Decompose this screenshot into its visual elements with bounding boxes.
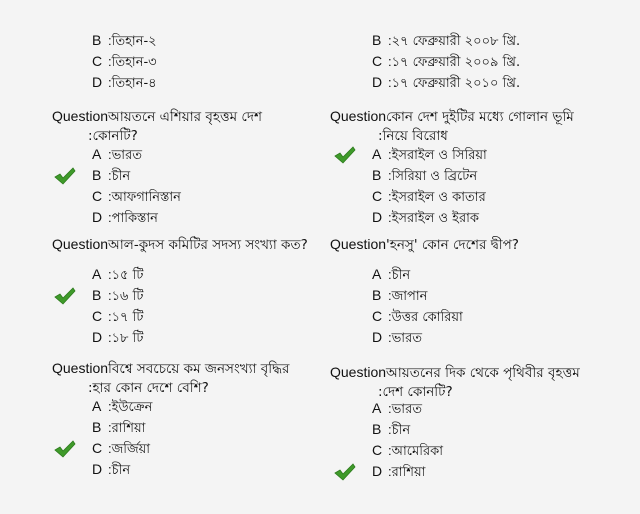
option-a[interactable] [372,264,410,285]
option-text: ইসরাইল ও ইরাক [391,211,479,226]
option-d[interactable] [92,207,158,228]
option-letter: B [372,421,382,437]
option-d[interactable] [372,461,425,482]
option-letter: A [92,146,102,162]
option-separator: : [388,422,392,437]
option-text: পাকিস্তান [111,211,158,226]
option-letter: C [92,188,103,204]
option-separator: : [388,33,392,48]
option-c[interactable] [372,306,463,327]
question-text [52,234,308,255]
option-letter: D [92,461,103,477]
option-b[interactable] [92,285,143,306]
option-d[interactable] [92,72,157,93]
option-letter: C [372,188,383,204]
question-continuation: :কোনটি? [88,128,138,144]
option-b[interactable] [372,285,427,306]
option-letter: B [372,287,382,303]
option-separator: : [108,399,112,414]
option-a[interactable] [92,144,142,165]
option-separator: : [388,168,392,183]
option-text: তিহান-৩ [111,55,157,70]
option-d[interactable] [92,459,130,480]
option-letter: C [372,308,383,324]
option-letter: D [92,209,103,225]
option-letter: A [372,266,382,282]
option-text: সিরিয়া ও ব্রিটেন [391,169,478,184]
option-text: জর্জিয়া [111,442,151,457]
option-separator: : [108,330,112,345]
option-text: রাশিয়া [391,465,426,480]
question-label: Question [52,360,109,376]
option-letter: D [372,463,383,479]
left-column [0,0,308,514]
option-separator: : [388,401,392,416]
option-letter: B [92,287,102,303]
option-b[interactable] [372,165,477,186]
option-text: চীন [111,169,131,184]
option-text: ১৭ ফেব্রুয়ারী ২০০৯ খ্রি. [391,55,521,70]
option-c[interactable] [92,438,150,459]
option-b[interactable] [92,417,145,438]
option-text: ইউক্রেন [111,400,153,415]
option-letter: A [92,266,102,282]
option-separator: : [108,54,112,69]
option-separator: : [108,267,112,282]
option-letter: C [92,53,103,69]
option-letter: A [92,398,102,414]
option-text: চীন [111,463,131,478]
question-label: Question [52,236,109,252]
option-letter: D [372,329,383,345]
question-text [330,234,519,255]
question-body: আল-কুদস কমিটির সদস্য সংখ্যা কত? [108,237,308,253]
question-continuation: :নিয়ে বিরোধ [378,128,448,144]
option-separator: : [108,75,112,90]
option-separator: : [108,420,112,435]
question-text [52,358,289,379]
option-text: তিহান-২ [111,34,157,49]
option-separator: : [388,288,392,303]
option-text: রাশিয়া [111,421,146,436]
option-letter: D [92,74,103,90]
option-text: ১৬ টি [111,289,144,304]
option-letter: C [92,440,103,456]
option-text: উত্তর কোরিয়া [391,310,463,325]
option-separator: : [108,309,112,324]
question-body: আয়তনে এশিয়ার বৃহত্তম দেশ [108,109,262,125]
question-body: আয়তনের দিক থেকে পৃথিবীর বৃহত্তম [386,365,580,381]
option-separator: : [388,464,392,479]
question-label: Question [330,108,387,124]
option-c[interactable] [372,186,486,207]
question-text [330,106,574,127]
option-text: জাপান [391,289,428,304]
option-a[interactable] [372,398,422,419]
option-c[interactable] [372,51,520,72]
question-continuation: :হার কোন দেশে বেশি? [88,380,209,396]
option-d[interactable] [372,207,479,228]
option-a[interactable] [92,396,152,417]
option-separator: : [108,147,112,162]
option-text: ইসরাইল ও কাতার [391,190,486,205]
option-letter: B [372,32,382,48]
option-letter: D [92,329,103,345]
option-separator: : [388,267,392,282]
check-icon [334,462,356,482]
question-continuation: :দেশ কোনটি? [378,384,453,400]
question-body: কোন দেশ দুইটির মধ্যে গোলান ভূমি [386,109,574,125]
option-b[interactable] [372,419,410,440]
option-separator: : [108,288,112,303]
question-body: বিশ্বে সবচেয়ে কম জনসংখ্যা বৃদ্ধির [108,361,290,377]
option-separator: : [388,189,392,204]
option-d[interactable] [372,327,422,348]
option-letter: B [372,167,382,183]
option-b[interactable] [92,30,157,51]
option-letter: B [92,167,102,183]
option-d[interactable] [372,72,520,93]
right-column [320,0,620,514]
option-text: চীন [391,268,411,283]
option-letter: A [372,400,382,416]
option-text: ভারত [111,148,142,163]
option-separator: : [388,443,392,458]
option-separator: : [388,75,392,90]
option-text: ১৫ টি [111,268,144,283]
option-letter: C [372,53,383,69]
option-letter: C [92,308,103,324]
option-c[interactable] [92,306,143,327]
option-b[interactable] [372,30,520,51]
option-separator: : [108,210,112,225]
option-separator: : [108,441,112,456]
option-a[interactable] [372,144,487,165]
option-c[interactable] [372,440,443,461]
option-c[interactable] [92,186,181,207]
option-text: আমেরিকা [391,444,443,459]
option-separator: : [108,168,112,183]
option-separator: : [388,309,392,324]
check-icon [334,145,356,165]
option-d[interactable] [92,327,143,348]
option-text: তিহান-৪ [111,76,157,91]
check-icon [54,439,76,459]
question-text [330,362,580,383]
option-text: ১৮ টি [111,331,144,346]
option-letter: D [372,209,383,225]
option-separator: : [388,330,392,345]
option-text: ইসরাইল ও সিরিয়া [391,148,487,163]
option-letter: A [372,146,382,162]
option-c[interactable] [92,51,157,72]
question-label: Question [330,236,387,252]
option-text: ভারত [391,402,422,417]
option-text: আফগানিস্তান [111,190,181,205]
option-a[interactable] [92,264,143,285]
option-b[interactable] [92,165,130,186]
option-separator: : [388,210,392,225]
option-letter: B [92,32,102,48]
question-label: Question [52,108,109,124]
option-separator: : [108,462,112,477]
option-text: ১৭ ফেব্রুয়ারী ২০১০ খ্রি. [391,76,521,91]
option-text: ১৭ টি [111,310,144,325]
option-separator: : [108,33,112,48]
check-icon [54,166,76,186]
question-label: Question [330,364,387,380]
option-separator: : [388,54,392,69]
option-letter: D [372,74,383,90]
check-icon [54,286,76,306]
option-separator: : [388,147,392,162]
option-text: চীন [391,423,411,438]
option-letter: C [372,442,383,458]
option-letter: B [92,419,102,435]
option-text: ২৭ ফেব্রুয়ারী ২০০৮ খ্রি. [391,34,521,49]
question-text [52,106,262,127]
question-body: 'হনসু' কোন দেশের দ্বীপ? [386,237,519,253]
option-separator: : [108,189,112,204]
option-text: ভারত [391,331,422,346]
